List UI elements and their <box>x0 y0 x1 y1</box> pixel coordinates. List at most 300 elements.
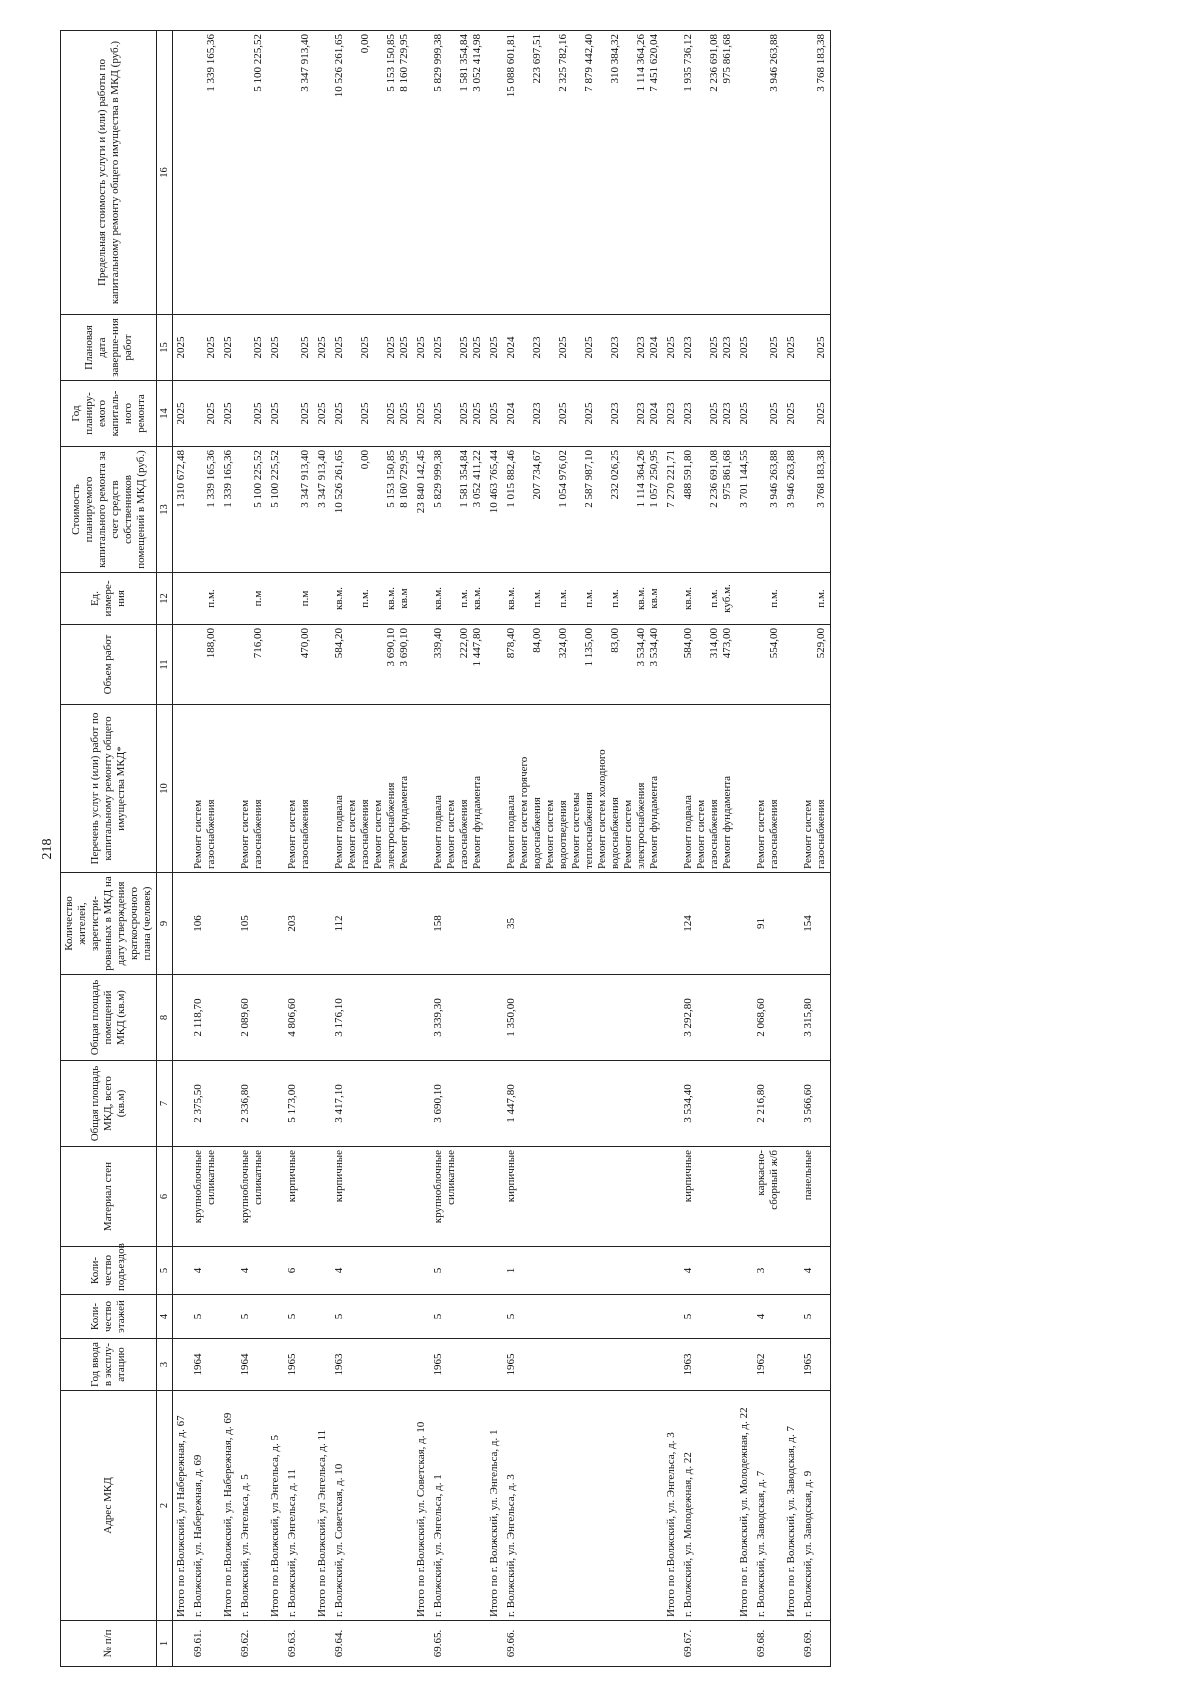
repair-year-cell <box>331 381 413 447</box>
column-header: Ед. измере-ния <box>61 573 157 625</box>
year-built-cell: 1963 <box>331 1339 413 1391</box>
planned-cost-cell-line: 3 768 183,38 <box>815 450 827 508</box>
residents-cell <box>173 873 191 975</box>
unit-cell-line: кв.м. <box>505 587 517 610</box>
year-built-cell <box>220 1339 237 1391</box>
floors-cell: 5 <box>503 1295 663 1339</box>
column-number: 6 <box>157 1147 173 1247</box>
total-area-cell: 5 173,00 <box>284 1061 314 1147</box>
repair-year-cell <box>753 381 783 447</box>
work-volume-cell-line: 3 534,40 <box>648 628 660 667</box>
works-list-cell <box>173 705 191 873</box>
table-row <box>680 31 736 1667</box>
max-cost-cell <box>220 31 237 315</box>
floors-cell: 5 <box>800 1295 831 1339</box>
works-list-cell-line: Ремонт систем <box>755 799 767 869</box>
completion-date-cell-line: 2025 <box>768 336 780 359</box>
max-cost-cell-line: 8 160 729,95 <box>398 34 410 92</box>
max-cost-cell-line: 975 861,68 <box>721 34 733 84</box>
entrances-cell: 5 <box>430 1247 486 1295</box>
planned-cost-cell <box>430 447 486 573</box>
wall-material-cell <box>314 1147 331 1247</box>
work-volume-cell <box>736 625 753 705</box>
row-number <box>783 1621 800 1667</box>
repair-year-cell <box>800 381 831 447</box>
unit-cell <box>430 573 486 625</box>
works-list-cell <box>190 705 220 873</box>
completion-date-cell <box>430 315 486 381</box>
repair-year-cell-line: 2023 <box>531 402 543 425</box>
floors-cell <box>267 1295 284 1339</box>
column-header: Объем работ <box>61 625 157 705</box>
completion-date-cell-line: 2025 <box>785 336 797 359</box>
premises-area-cell: 1 350,00 <box>503 975 663 1061</box>
work-volume-cell <box>331 625 413 705</box>
repair-year-cell <box>503 381 663 447</box>
planned-cost-cell <box>413 447 430 573</box>
row-number <box>736 1621 753 1667</box>
wall-material-cell-line: крупноблочные <box>432 1150 444 1224</box>
repair-year-cell-line: 2025 <box>359 402 371 425</box>
unit-cell-line: куб.м. <box>721 584 733 613</box>
repair-year-cell <box>314 381 331 447</box>
planned-cost-cell-line: 1 054 976,02 <box>557 450 569 508</box>
works-list-cell-line: Ремонт систем <box>622 799 634 869</box>
max-cost-cell <box>314 31 331 315</box>
unit-cell <box>486 573 503 625</box>
max-cost-cell <box>753 31 783 315</box>
floors-cell: 5 <box>284 1295 314 1339</box>
planned-cost-cell-line: 3 946 263,88 <box>785 450 797 508</box>
repair-year-cell <box>486 381 503 447</box>
planned-cost-cell-line: 8 160 729,95 <box>398 450 410 508</box>
address-cell: Итого по г. Волжский, ул. Молодежная, д. 22 <box>736 1391 753 1621</box>
unit-cell-line: кв.м. <box>635 587 647 610</box>
address-cell: г. Волжский, ул. Заводская, д. 7 <box>753 1391 783 1621</box>
column-number: 13 <box>157 447 173 573</box>
work-volume-cell-line: 473,00 <box>721 628 733 659</box>
floors-cell <box>220 1295 237 1339</box>
unit-cell-line: п.м <box>252 590 264 607</box>
row-number <box>220 1621 237 1667</box>
year-built-cell <box>413 1339 430 1391</box>
wall-material-cell <box>486 1147 503 1247</box>
completion-date-cell <box>220 315 237 381</box>
work-volume-cell <box>413 625 430 705</box>
total-area-cell: 1 447,80 <box>503 1061 663 1147</box>
planned-cost-cell <box>800 447 831 573</box>
premises-area-cell: 3 292,80 <box>680 975 736 1061</box>
table-row <box>237 31 267 1667</box>
repair-year-cell-line: 2023 <box>665 402 677 425</box>
unit-cell <box>783 573 800 625</box>
max-cost-cell <box>663 31 680 315</box>
work-volume-cell <box>753 625 783 705</box>
column-header: Адрес МКД <box>61 1391 157 1621</box>
entrances-cell <box>173 1247 191 1295</box>
max-cost-cell <box>430 31 486 315</box>
unit-cell <box>331 573 413 625</box>
completion-date-cell <box>267 315 284 381</box>
page-number: 218 <box>40 838 55 860</box>
repair-year-cell-line: 2023 <box>609 402 621 425</box>
completion-date-cell <box>800 315 831 381</box>
works-list-cell-line: газоснабжения <box>205 799 217 869</box>
max-cost-cell <box>503 31 663 315</box>
wall-material-cell <box>430 1147 486 1247</box>
repair-year-cell-line: 2025 <box>815 402 827 425</box>
completion-date-cell-line: 2025 <box>269 336 281 359</box>
wall-material-cell-line: силикатные <box>205 1150 217 1205</box>
total-area-cell <box>486 1061 503 1147</box>
wall-material-cell <box>284 1147 314 1247</box>
work-volume-cell-line: 1 447,80 <box>471 628 483 667</box>
repair-year-cell <box>736 381 753 447</box>
work-volume-cell <box>430 625 486 705</box>
works-list-cell-line: газоснабжения <box>768 799 780 869</box>
work-volume-cell <box>486 625 503 705</box>
repair-year-cell-line: 2025 <box>222 402 234 425</box>
work-volume-cell <box>783 625 800 705</box>
completion-date-cell <box>503 315 663 381</box>
completion-date-cell-line: 2023 <box>531 336 543 359</box>
works-list-cell-line: Ремонт системы <box>570 792 582 869</box>
max-cost-cell-line: 3 052 414,98 <box>471 34 483 92</box>
address-cell: г. Волжский, ул. Молодежная, д. 22 <box>680 1391 736 1621</box>
column-header: Коли-чество этажей <box>61 1295 157 1339</box>
year-built-cell: 1962 <box>753 1339 783 1391</box>
wall-material-cell <box>267 1147 284 1247</box>
table-row <box>753 31 783 1667</box>
entrances-cell <box>486 1247 503 1295</box>
total-area-cell: 2 336,80 <box>237 1061 267 1147</box>
unit-cell <box>736 573 753 625</box>
repair-year-cell-line: 2025 <box>385 402 397 425</box>
max-cost-cell-line: 1 581 354,84 <box>458 34 470 92</box>
work-volume-cell <box>680 625 736 705</box>
total-area-cell <box>413 1061 430 1147</box>
unit-cell-line: п.м. <box>531 589 543 608</box>
wall-material-cell-line: силикатные <box>252 1150 264 1205</box>
max-cost-cell <box>680 31 736 315</box>
works-list-cell-line: Ремонт систем <box>346 799 358 869</box>
completion-date-cell-line: 2025 <box>488 336 500 359</box>
work-volume-cell-line: 339,40 <box>432 628 444 659</box>
unit-cell <box>663 573 680 625</box>
works-list-cell-line: газоснабжения <box>708 799 720 869</box>
repair-year-cell-line: 2025 <box>432 402 444 425</box>
completion-date-cell-line: 2025 <box>738 336 750 359</box>
repair-year-cell <box>173 381 191 447</box>
completion-date-cell-line: 2025 <box>299 336 311 359</box>
works-list-cell-line: Ремонт систем <box>695 799 707 869</box>
max-cost-cell-line: 5 829 999,38 <box>432 34 444 92</box>
works-list-cell-line: Ремонт систем горячего <box>518 756 530 869</box>
planned-cost-cell-line: 5 829 999,38 <box>432 450 444 508</box>
completion-date-cell-line: 2025 <box>385 336 397 359</box>
wall-material-cell <box>413 1147 430 1247</box>
max-cost-cell <box>783 31 800 315</box>
subtotal-row <box>413 31 430 1667</box>
max-cost-cell-line: 10 526 261,65 <box>333 34 345 98</box>
repair-year-cell <box>267 381 284 447</box>
works-list-cell-line: Ремонт систем <box>445 799 457 869</box>
planned-cost-cell-line: 2 587 987,10 <box>583 450 595 508</box>
max-cost-cell-line: 7 451 620,04 <box>648 34 660 92</box>
repair-year-cell <box>680 381 736 447</box>
premises-area-cell: 3 176,10 <box>331 975 413 1061</box>
year-built-cell: 1964 <box>237 1339 267 1391</box>
repair-year-cell-line: 2023 <box>635 402 647 425</box>
works-list-cell-line: Ремонт систем холодного <box>596 749 608 869</box>
row-number: 69.65. <box>430 1621 486 1667</box>
completion-date-cell-line: 2025 <box>398 336 410 359</box>
column-header: Год ввода в эксплу-атацию <box>61 1339 157 1391</box>
residents-cell: 203 <box>284 873 314 975</box>
work-volume-cell-line: 716,00 <box>252 628 264 659</box>
floors-cell: 5 <box>331 1295 413 1339</box>
subtotal-row <box>220 31 237 1667</box>
address-cell: Итого по г.Волжский, ул Набережная, д. 67 <box>173 1391 191 1621</box>
address-cell: г. Волжский, ул. Заводская, д. 9 <box>800 1391 831 1621</box>
entrances-cell <box>736 1247 753 1295</box>
repair-year-cell-line: 2024 <box>505 402 517 425</box>
repair-year-cell-line: 2024 <box>648 402 660 425</box>
max-cost-cell-line: 1 114 364,26 <box>635 34 647 92</box>
column-number: 10 <box>157 705 173 873</box>
completion-date-cell-line: 2025 <box>458 336 470 359</box>
total-area-cell: 2 216,80 <box>753 1061 783 1147</box>
column-header: № п/п <box>61 1621 157 1667</box>
repair-year-cell-line: 2025 <box>252 402 264 425</box>
unit-cell <box>237 573 267 625</box>
column-header: Стоимость планируемого капитального ремонта за счет средств собственников помещений в МКД (руб.) <box>61 447 157 573</box>
wall-material-cell <box>680 1147 736 1247</box>
work-volume-cell-line: 470,00 <box>299 628 311 659</box>
completion-date-cell-line: 2025 <box>252 336 264 359</box>
works-list-cell-line: газоснабжения <box>359 799 371 869</box>
work-volume-cell <box>173 625 191 705</box>
max-cost-cell <box>331 31 413 315</box>
table-row <box>503 31 663 1667</box>
wall-material-cell-line: кирпичные <box>682 1150 694 1203</box>
works-list-cell-line: Ремонт фундамента <box>471 775 483 869</box>
unit-cell <box>220 573 237 625</box>
planned-cost-cell <box>267 447 284 573</box>
completion-date-cell <box>663 315 680 381</box>
premises-area-cell <box>173 975 191 1061</box>
column-header: Материал стен <box>61 1147 157 1247</box>
column-number: 3 <box>157 1339 173 1391</box>
works-list-cell <box>237 705 267 873</box>
works-list-cell <box>284 705 314 873</box>
max-cost-cell <box>284 31 314 315</box>
works-list-cell-line: Ремонт систем <box>192 799 204 869</box>
row-number: 69.62. <box>237 1621 267 1667</box>
unit-cell-line: п.м. <box>359 589 371 608</box>
max-cost-cell-line: 0,00 <box>359 34 371 54</box>
column-number: 16 <box>157 31 173 315</box>
wall-material-cell-line: крупноблочные <box>239 1150 251 1224</box>
year-built-cell <box>267 1339 284 1391</box>
completion-date-cell <box>173 315 191 381</box>
repair-year-cell-line: 2025 <box>583 402 595 425</box>
residents-cell <box>663 873 680 975</box>
address-cell: Итого по г. Волжский, ул. Заводская, д. 7 <box>783 1391 800 1621</box>
completion-date-cell-line: 2025 <box>665 336 677 359</box>
completion-date-cell-line: 2025 <box>815 336 827 359</box>
repair-year-cell-line: 2025 <box>458 402 470 425</box>
planned-cost-cell-line: 5 153 150,85 <box>385 450 397 508</box>
works-list-cell <box>267 705 284 873</box>
works-list-cell-line: газоснабжения <box>815 799 827 869</box>
entrances-cell: 1 <box>503 1247 663 1295</box>
completion-date-cell-line: 2025 <box>471 336 483 359</box>
wall-material-cell-line: кирпичные <box>286 1150 298 1203</box>
planned-cost-cell-line: 7 270 221,71 <box>665 450 677 508</box>
premises-area-cell <box>783 975 800 1061</box>
wall-material-cell-line: сборный ж/б <box>768 1150 780 1210</box>
repair-year-cell-line: 2025 <box>333 402 345 425</box>
completion-date-cell-line: 2025 <box>316 336 328 359</box>
column-number: 8 <box>157 975 173 1061</box>
repair-year-cell-line: 2025 <box>768 402 780 425</box>
column-number: 15 <box>157 315 173 381</box>
premises-area-cell: 2 118,70 <box>190 975 220 1061</box>
wall-material-cell-line: силикатные <box>445 1150 457 1205</box>
table-body <box>173 31 831 1667</box>
unit-cell <box>503 573 663 625</box>
column-number: 1 <box>157 1621 173 1667</box>
planned-cost-cell-line: 3 347 913,40 <box>316 450 328 508</box>
unit-cell-line: п.м <box>299 590 311 607</box>
floors-cell <box>486 1295 503 1339</box>
work-volume-cell-line: 324,00 <box>557 628 569 659</box>
column-header: Год планиру-емого капиталь-ного ремонта <box>61 381 157 447</box>
year-built-cell <box>783 1339 800 1391</box>
residents-cell <box>314 873 331 975</box>
table-row <box>284 31 314 1667</box>
wall-material-cell <box>173 1147 191 1247</box>
wall-material-cell-line: каркасно- <box>755 1150 767 1196</box>
premises-area-cell <box>314 975 331 1061</box>
year-built-cell: 1965 <box>800 1339 831 1391</box>
completion-date-cell-line: 2023 <box>635 336 647 359</box>
wall-material-cell <box>190 1147 220 1247</box>
works-list-cell <box>220 705 237 873</box>
planned-cost-cell-line: 232 026,25 <box>609 450 621 500</box>
max-cost-cell <box>267 31 284 315</box>
repair-year-cell <box>430 381 486 447</box>
planned-cost-cell <box>173 447 191 573</box>
table-row <box>331 31 413 1667</box>
entrances-cell <box>267 1247 284 1295</box>
table-row <box>430 31 486 1667</box>
residents-cell: 154 <box>800 873 831 975</box>
wall-material-cell-line: кирпичные <box>333 1150 345 1203</box>
completion-date-cell-line: 2025 <box>175 336 187 359</box>
premises-area-cell <box>267 975 284 1061</box>
repair-year-cell-line: 2025 <box>398 402 410 425</box>
entrances-cell: 4 <box>237 1247 267 1295</box>
year-built-cell: 1964 <box>190 1339 220 1391</box>
planned-cost-cell <box>486 447 503 573</box>
work-volume-cell <box>503 625 663 705</box>
repair-year-cell-line: 2025 <box>785 402 797 425</box>
floors-cell <box>314 1295 331 1339</box>
max-cost-cell <box>413 31 430 315</box>
floors-cell <box>783 1295 800 1339</box>
works-list-cell <box>800 705 831 873</box>
completion-date-cell-line: 2023 <box>721 336 733 359</box>
works-list-cell <box>486 705 503 873</box>
work-volume-cell-line: 3 534,40 <box>635 628 647 667</box>
floors-cell: 5 <box>190 1295 220 1339</box>
row-number <box>486 1621 503 1667</box>
unit-cell-line: кв.м. <box>471 587 483 610</box>
repair-year-cell-line: 2023 <box>682 402 694 425</box>
unit-cell-line: кв.м. <box>432 587 444 610</box>
works-list-cell-line: газоснабжения <box>299 799 311 869</box>
max-cost-cell-line: 1 935 736,12 <box>682 34 694 92</box>
works-list-cell <box>663 705 680 873</box>
column-number: 12 <box>157 573 173 625</box>
column-number: 5 <box>157 1247 173 1295</box>
works-list-cell-line: Ремонт систем <box>286 799 298 869</box>
residents-cell: 91 <box>753 873 783 975</box>
header-row <box>61 31 157 1667</box>
row-number <box>267 1621 284 1667</box>
repair-year-cell <box>190 381 220 447</box>
planned-cost-cell-line: 1 015 882,46 <box>505 450 517 508</box>
works-list-cell-line: Ремонт подвала <box>682 795 694 869</box>
repair-year-cell-line: 2025 <box>557 402 569 425</box>
total-area-cell <box>220 1061 237 1147</box>
premises-area-cell <box>736 975 753 1061</box>
unit-cell-line: п.м. <box>205 589 217 608</box>
works-list-cell <box>331 705 413 873</box>
works-list-cell <box>413 705 430 873</box>
premises-area-cell <box>663 975 680 1061</box>
repair-year-cell-line: 2025 <box>488 402 500 425</box>
entrances-cell: 4 <box>680 1247 736 1295</box>
works-list-cell-line: Ремонт систем <box>802 799 814 869</box>
planned-cost-cell-line: 5 100 225,52 <box>269 450 281 508</box>
works-list-cell <box>753 705 783 873</box>
unit-cell <box>753 573 783 625</box>
unit-cell-line: п.м. <box>768 589 780 608</box>
subtotal-row <box>486 31 503 1667</box>
planned-cost-cell-line: 488 591,80 <box>682 450 694 500</box>
wall-material-cell <box>783 1147 800 1247</box>
unit-cell-line: кв.м <box>398 588 410 609</box>
completion-date-cell <box>486 315 503 381</box>
residents-cell: 105 <box>237 873 267 975</box>
total-area-cell <box>663 1061 680 1147</box>
residents-cell <box>220 873 237 975</box>
total-area-cell: 2 375,50 <box>190 1061 220 1147</box>
total-area-cell: 3 417,10 <box>331 1061 413 1147</box>
planned-cost-cell-line: 3 701 144,55 <box>738 450 750 508</box>
residents-cell <box>486 873 503 975</box>
unit-cell-line: кв.м. <box>385 587 397 610</box>
wall-material-cell <box>237 1147 267 1247</box>
entrances-cell: 4 <box>331 1247 413 1295</box>
work-volume-cell-line: 83,00 <box>609 628 621 653</box>
repair-year-cell-line: 2025 <box>205 402 217 425</box>
row-number: 69.69. <box>800 1621 831 1667</box>
residents-cell <box>736 873 753 975</box>
